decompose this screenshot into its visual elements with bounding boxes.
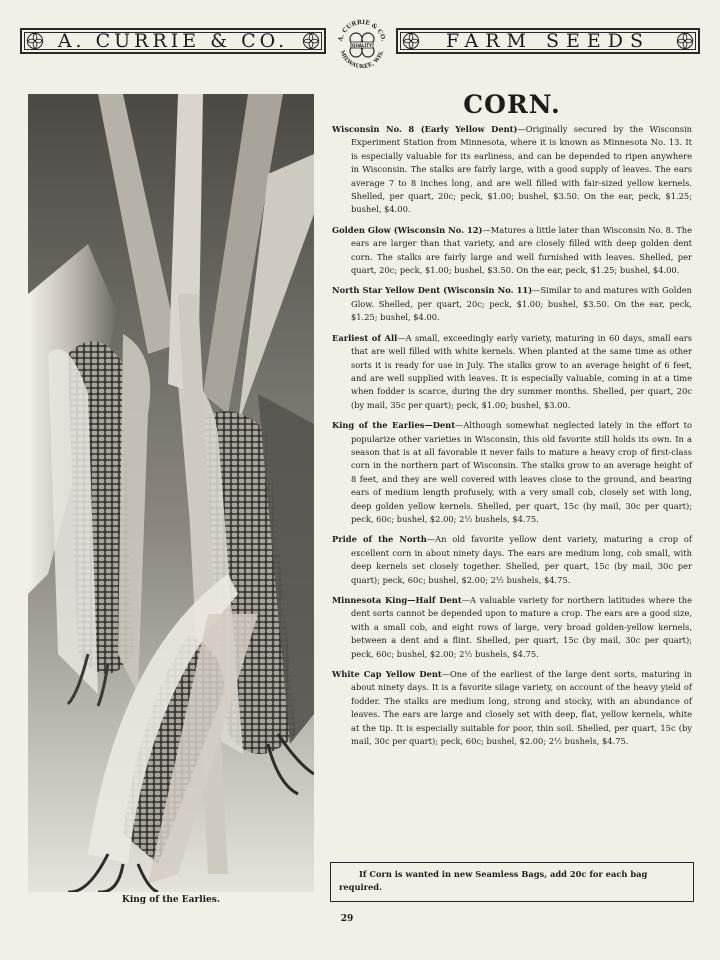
variety-description: —Similar to and matures with Golden Glow. Shelled, per quart, 20c; peck, $1.00; bushel, $3.50. On the ear, peck, $1.25; bushel, $4.00.	[351, 285, 693, 323]
section-name: FARM SEEDS	[445, 29, 651, 52]
variety-description: —Originally secured by the Wisconsin Experiment Station from Minnesota, where it is known as Minnesota No. 13. It is especially valuable for its earliness, and can be depended to ripen anywhere in Wisconsin. The stalks are fairly large, with a good supply of leaves. The ears average 7 to 8 inches long, and are well filled with fair-sized yellow kernels. Shelled, per quart, 20c; peck, $1.00; bushel, $3.50. On the ear, peck, $1.25; bushel, $4.00.	[351, 124, 692, 215]
variety-list	[332, 123, 692, 755]
rosette-icon	[676, 32, 694, 50]
rosette-icon	[402, 32, 420, 50]
photo-caption: King of the Earlies.	[122, 895, 220, 905]
seamless-bags-notice: If Corn is wanted in new Seamless Bags, add 20c for each bag required.	[330, 862, 694, 902]
page-title: CORN.	[463, 90, 561, 119]
page-header	[20, 18, 700, 71]
variety-name: White Cap Yellow Dent	[332, 669, 442, 680]
variety-entry	[332, 419, 692, 526]
company-banner	[20, 28, 326, 54]
variety-name: Wisconsin No. 8 (Early Yellow Dent)	[332, 124, 518, 134]
company-name: A. CURRIE & CO.	[57, 29, 289, 52]
product-banner	[396, 28, 700, 54]
page-number: 29	[340, 914, 354, 924]
variety-description: —Although somewhat neglected lately in the effort to popularize other varieties in Wisconsin, this old favorite still holds its own. In a season that is at all favorable it never fails to mature a heavy crop of first-class corn in the northern part of Wisconsin. The stalks grow to an average height of 8 feet, and they are well covered with leaves close to the ground, and bearing ears of medium length profusely, with a very small cob, closely set with long, deep golden yellow kernels. Shelled, per quart, 15c (by mail, 30c per quart); peck, 60c; bushel, $2.00; 2½ bushels, $4.75.	[351, 420, 692, 524]
variety-name: Golden Glow (Wisconsin No. 12)	[332, 224, 483, 235]
rosette-icon	[26, 32, 44, 50]
variety-name: Minnesota King—Half Dent	[332, 595, 462, 605]
variety-name: King of the Earlies—Dent	[332, 420, 456, 431]
variety-name: North Star Yellow Dent (Wisconsin No. 11)	[332, 285, 533, 296]
variety-description: —A small, exceedingly early variety, maturing in 60 days, small ears that are well filled with white kernels. When planted at the same time as other sorts it is ready for use in July. The stalks grow to an average height of 6 feet, and are well supplied with leaves. It is especially valuable, coming in at a time when fodder is scarce, during the dry summer months. Shelled, per quart, 20c (by mail, 35c per quart); peck, $1.00; bushel, $3.00.	[351, 332, 692, 410]
variety-description: —An old favorite yellow dent variety, maturing a crop of excellent corn in about ninety days. The ears are medium long, cob small, with deep kernels set closely together. Shelled, per quart, 15c (by mail, 30c per quart); peck, 60c; bushel, $2.00; 2½ bushels, $4.75.	[351, 534, 692, 585]
variety-entry	[332, 533, 692, 587]
seal-top-text: A. CURRIE & CO.	[337, 18, 387, 43]
variety-entry	[332, 668, 692, 748]
variety-entry	[332, 123, 692, 217]
company-seal-logo	[334, 12, 390, 74]
variety-description: —Matures a little later than Wisconsin No. 8. The ears are larger than that variety, and are closely filled with deep golden dent corn. The stalks are fairly large and well furnished with leaves. Shelled, per quart, 20c; peck, $1.00; bushel, $3.50. On the ear, peck, $1.25; bushel, $4.00.	[351, 224, 692, 276]
variety-description: —One of the earliest of the large dent sorts, maturing in about ninety days. It is a favorite silage variety, on account of the heavy yield of fodder. The stalks are medium long, strong and stocky, with an abundance of leaves. The ears are large and closely set with deep, flat, yellow kernels, white at the tip. It is especially suitable for poor, thin soil. Shelled, per quart, 15c (by mail, 30c per quart); peck, 60c; bushel, $2.00; 2½ bushels, $4.75.	[351, 669, 692, 747]
seal-center-text: QUALITY	[351, 42, 373, 48]
rosette-icon	[302, 32, 320, 50]
variety-name: Pride of the North	[332, 534, 427, 545]
variety-entry	[332, 284, 692, 324]
seal-bottom-text: MILWAUKEE, WIS.	[338, 49, 386, 71]
variety-entry	[332, 332, 692, 412]
variety-entry	[332, 594, 692, 661]
corn-ears-photo	[28, 94, 314, 892]
variety-entry	[332, 224, 692, 278]
variety-description: —A valuable variety for northern latitudes where the dent sorts cannot be depended upon to mature a crop. The ears are a good size, with a small cob, and eight rows of large, very broad golden-yellow kernels, between a dent and a flint. Shelled, per quart, 15c (by mail, 30c per quart); peck, 60c; bushel, $2.00; 2½ bushels, $4.75.	[351, 595, 693, 659]
variety-name: Earliest of All	[332, 332, 398, 343]
